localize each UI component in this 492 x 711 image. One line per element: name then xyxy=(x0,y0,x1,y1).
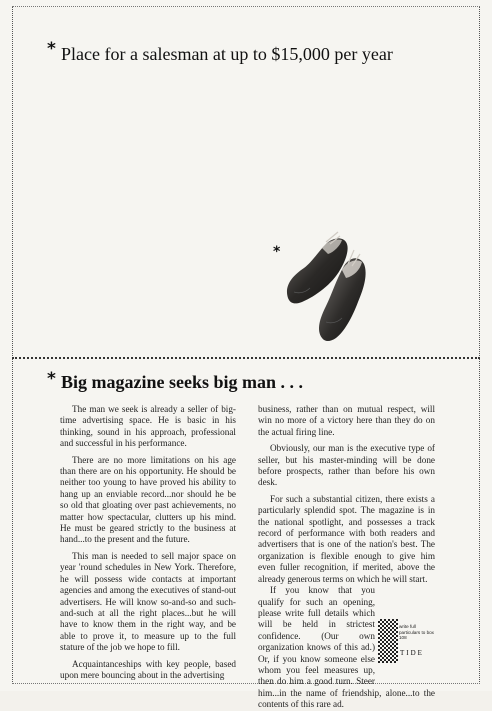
body-paragraph: If you know that you qualify for such an opening, please write full details which will be held in strictest confidence. (Our own organization knows of this ad.) Or, if you know someone else whom you feel measures up, then do him a good turn. Steer him...in the name of friendship, alone...to the contents of this rare ad. xyxy=(258,585,435,710)
brand-name: TIDE xyxy=(400,649,424,657)
body-column-right xyxy=(258,404,435,711)
body-column-left xyxy=(60,404,236,681)
asterisk-icon: * xyxy=(47,369,56,389)
checker-pattern xyxy=(378,619,398,663)
reply-box-label: write full particulars to box 108 xyxy=(399,624,437,641)
asterisk-icon: * xyxy=(47,39,56,59)
body-paragraph: Acquaintanceships with key people, based upon mere bouncing about in the advertising xyxy=(60,658,236,680)
headline-top: Place for a salesman at up to $15,000 per year xyxy=(61,44,393,64)
asterisk-icon: * xyxy=(273,244,281,260)
reply-box xyxy=(378,619,436,663)
shoes-image xyxy=(282,226,368,346)
body-paragraph: The man we seek is already a seller of big-time advertising space. He is basic in his thinking, sound in his approach, professional and successful in his performance. xyxy=(60,404,236,449)
body-paragraph: This man is needed to sell major space on year 'round schedules in New York. Therefore, he will possess wide contacts at important agencies and among the executives of stand-out advertisers. He will know so-and-so and such-and-such at all the right places...but he will have to know them in the right way, and be able to prove it, to measure up to the full stature of the job we hope to fill. xyxy=(60,550,236,653)
body-paragraph: For such a substantial citizen, there exists a particularly splendid spot. The magazine is in the national spotlight, and possesses a track record of performance with both readers and advertisers that is one of the nation's best. The organization is flexible enough to give him even fuller recognition, if merited, above the already generous terms on which he will start. xyxy=(258,493,435,584)
headline-bottom: Big magazine seeks big man . . . xyxy=(61,372,304,392)
body-paragraph: business, rather than on mutual respect, will win no more of a victory here than they do on the actual firing line. xyxy=(258,404,435,437)
section-divider xyxy=(12,357,480,359)
body-paragraph: There are no more limitations on his age than there are on his opportunity. He should be neither too young to have proved his ability to hang up an enviable record...nor should he be so old that gloating over past achievements, no matter how spectacular, clutters up his mind. He must be geared strictly to the business at hand...to the present and the future. xyxy=(60,454,236,545)
body-paragraph: Obviously, our man is the executive type of seller, but his master-minding will be done before prospects, rather than before his own desk. xyxy=(258,443,435,488)
